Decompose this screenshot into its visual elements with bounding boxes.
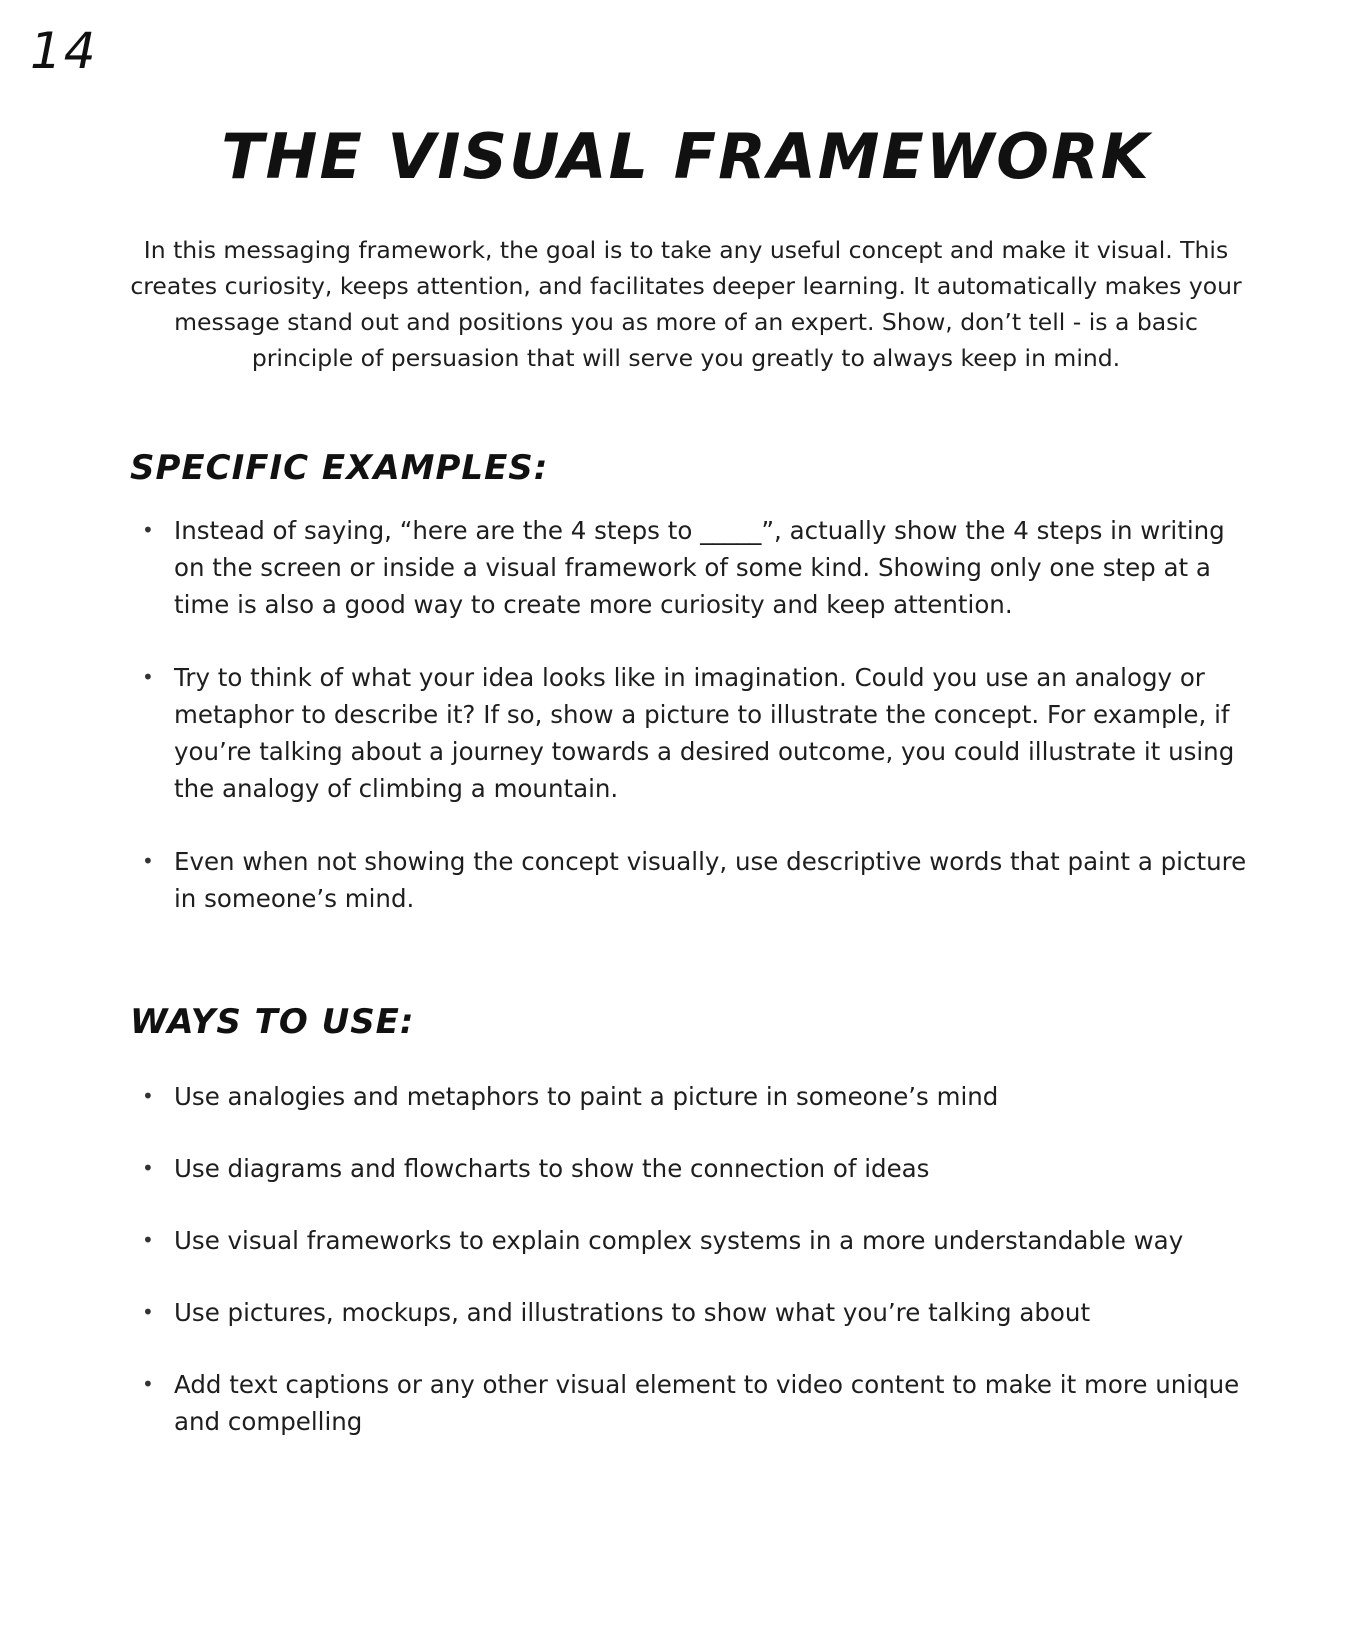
bullet-icon: • — [142, 1156, 154, 1180]
bullet-icon: • — [142, 518, 154, 542]
ways-to-use-heading: WAYS TO USE: — [130, 1002, 415, 1042]
list-item-text: Use visual frameworks to explain complex systems in a more understandable way — [174, 1226, 1184, 1255]
bullet-icon: • — [142, 1372, 154, 1396]
list-item-text: Add text captions or any other visual element to video content to make it more unique and compelling — [174, 1370, 1240, 1436]
list-item-text: Try to think of what your idea looks like in imagination. Could you use an analogy or metaphor to describe it? If so, show a picture to illustrate the concept. For example, if you’re talking about a journey towards a desired outcome, you could illustrate it using the analogy of climbing a mountain. — [174, 663, 1235, 803]
ways-to-use-list — [142, 1078, 1262, 1475]
list-item — [142, 1294, 1262, 1331]
list-item — [142, 1078, 1262, 1115]
list-item-text: Even when not showing the concept visually, use descriptive words that paint a picture in someone’s mind. — [174, 847, 1247, 913]
bullet-icon: • — [142, 665, 154, 689]
bullet-icon: • — [142, 849, 154, 873]
bullet-icon: • — [142, 1300, 154, 1324]
page-title: THE VISUAL FRAMEWORK — [221, 120, 1151, 193]
list-item-text: Use analogies and metaphors to paint a picture in someone’s mind — [174, 1082, 999, 1111]
bullet-icon: • — [142, 1228, 154, 1252]
list-item — [142, 659, 1262, 807]
list-item-text: Instead of saying, “here are the 4 steps to _____”, actually show the 4 steps in writing on the screen or inside a visual framework of some kind. Showing only one step at a time is also a good way to create more curiosity and keep attention. — [174, 516, 1225, 619]
list-item-text: Use diagrams and flowcharts to show the connection of ideas — [174, 1154, 930, 1183]
specific-examples-heading: SPECIFIC EXAMPLES: — [130, 448, 549, 488]
intro-paragraph: In this messaging framework, the goal is to take any useful concept and make it visual. This creates curiosity, keeps attention, and facilitates deeper learning. It automatically makes your message stand out and positions you as more of an expert. Show, don’t tell - is a basic principle of persuasion that will serve you greatly to always keep in mind. — [130, 236, 1242, 372]
list-item — [142, 1150, 1262, 1187]
page-number: 14 — [30, 22, 98, 80]
specific-examples-list — [142, 512, 1262, 953]
list-item-text: Use pictures, mockups, and illustrations to show what you’re talking about — [174, 1298, 1091, 1327]
list-item — [142, 512, 1262, 623]
list-item — [142, 843, 1262, 917]
list-item — [142, 1366, 1262, 1440]
bullet-icon: • — [142, 1084, 154, 1108]
list-item — [142, 1222, 1262, 1259]
